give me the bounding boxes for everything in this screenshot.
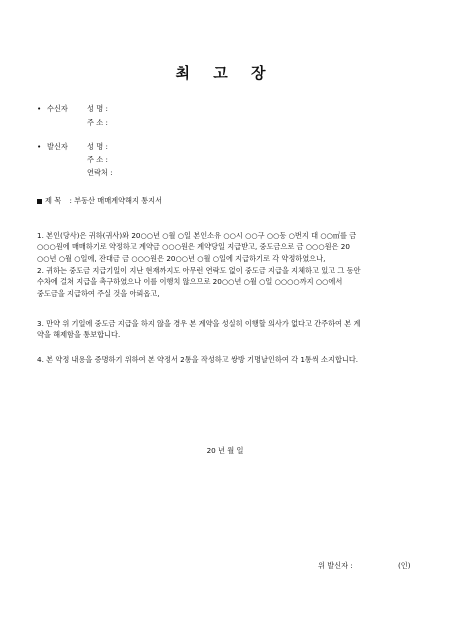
recipient-bullet: • [37,104,42,113]
paragraph-2-line-3: 중도금을 지급하여 주실 것을 아뢰옵고, [37,288,160,298]
sender-address-label: 주 소 : [87,155,108,164]
subject-label: 제 목 [45,196,62,205]
square-bullet-icon [37,199,42,204]
paragraph-4-line-1: 4. 본 약정 내용을 증명하기 위하여 본 약정서 2통을 작성하고 쌍방 기명날인하여 각 1통씩 소지합니다. [37,355,359,364]
paragraph-1-line-2: ○○○원에 매매하기로 약정하고 계약금 ○○○원은 계약당일 지급받고, 중도금으로 금 ○○○원은 20 [37,242,350,252]
recipient-address-label: 주 소 : [87,118,108,127]
date-line: 20 년 월 일 [206,446,244,455]
signature-line [318,561,411,571]
sender-bullet: • [37,142,42,151]
seal-mark: (인) [398,561,411,570]
subject-line [37,196,162,206]
signature-label: 위 발신자 : [318,561,353,570]
paragraph-1-line-3: ○○년 ○월 ○일에, 잔대금 금 ○○○원은 20○○년 ○월 ○일에 지급하기로 각 약정하였으나, [37,253,326,263]
paragraph-3 [37,318,413,341]
recipient-label: 수신자 [47,104,68,113]
paragraph-3-line-1: 3. 만약 위 기일에 중도금 지급을 하지 않을 경우 본 계약을 성실히 이행할 의사가 없다고 간주하여 본 계 [37,319,361,328]
sender-phone-label: 연락처 : [87,168,113,177]
sender-label: 발신자 [47,142,68,151]
paragraph-1-line-1: 1. 본인(당사)은 귀하(귀사)와 20○○년 ○월 ○일 본인소유 ○○시 ○○구 ○○동 ○번지 대 ○○㎡를 금 [37,231,357,240]
document-title: 최 고 장 [175,64,275,82]
paragraph-3-line-2: 약을 해제함을 통보합니다. [37,330,121,340]
paragraph-4 [37,354,413,365]
paragraph-2 [37,265,413,299]
subject-value: : 부동산 매매계약해지 통지서 [69,196,163,205]
sender-name-label: 성 명 : [87,142,108,151]
recipient-name-label: 성 명 : [87,104,108,113]
paragraph-1 [37,230,413,264]
paragraph-2-line-2: 수차에 걸쳐 지급을 촉구하였으나 이를 이행치 않으므로 20○○년 ○월 ○일 ○○○○까지 ○○에서 [37,277,343,287]
paragraph-2-line-1: 2. 귀하는 중도금 지급기일이 지난 현재까지도 아무런 연락도 없이 중도금 지급을 지체하고 있고 그 동안 [37,266,361,275]
